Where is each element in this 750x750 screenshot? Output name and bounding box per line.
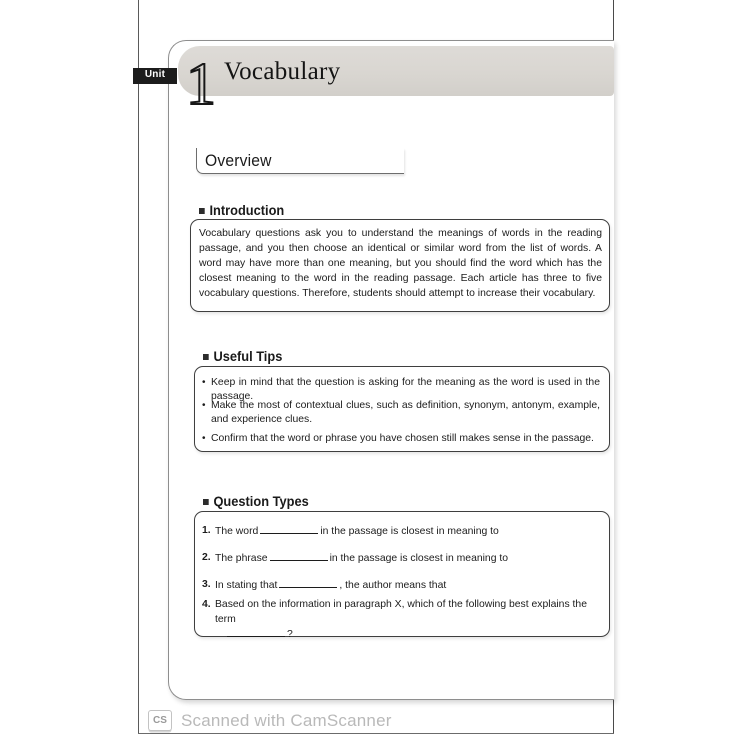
scanned-page-bottom-edge <box>138 733 614 734</box>
section-heading-useful-tips-label: Useful Tips <box>213 349 283 364</box>
question-text-before: In stating that <box>215 580 278 591</box>
section-heading-introduction-label: Introduction <box>209 203 285 218</box>
question-text-after: in the passage is closest in meaning to <box>320 526 499 537</box>
camscanner-watermark-text: Scanned with CamScanner <box>181 710 392 730</box>
question-number: 3. <box>202 579 211 590</box>
list-item: • Confirm that the word or phrase you have chosen still makes sense in the passage. <box>202 432 600 446</box>
square-bullet-icon <box>199 208 205 214</box>
list-item <box>202 524 600 540</box>
overview-label: Overview <box>205 151 272 170</box>
question-number: 1. <box>202 525 211 536</box>
list-item <box>202 598 600 643</box>
section-heading-question-types <box>203 494 309 509</box>
square-bullet-icon <box>203 499 209 505</box>
section-heading-question-types-label: Question Types <box>213 494 309 509</box>
list-item: • Keep in mind that the question is asking for the meaning as the word is used in the passage. <box>202 376 600 405</box>
page-title: Vocabulary <box>224 58 341 85</box>
question-text-before: The phrase <box>215 553 268 564</box>
question-number: 2. <box>202 552 211 563</box>
question-text-after: in the passage is closest in meaning to <box>329 553 509 564</box>
question-number: 4. <box>202 599 211 610</box>
introduction-body-text: Vocabulary questions ask you to understand the meanings of words in the reading passage, and you then choose an identical or similar word from the list of words. A word may have more than one meaning, but you should find the word which has the closest meaning to the word in the reading passage. Each article has three to five vocabulary questions. Therefore, students should attempt to increase their vocabulary. <box>199 228 602 300</box>
square-bullet-icon <box>203 354 209 360</box>
question-text-after: ? <box>287 629 293 641</box>
camscanner-watermark <box>148 710 392 731</box>
list-item <box>202 578 600 594</box>
section-heading-useful-tips <box>203 349 282 364</box>
question-text-before: Based on the information in paragraph X, which of the following best explains the term <box>215 599 587 625</box>
unit-tab-label: Unit <box>133 68 177 84</box>
section-heading-introduction <box>199 203 284 218</box>
list-item <box>202 551 600 567</box>
unit-number: 1 <box>186 51 216 117</box>
question-text-before: The word <box>215 526 259 537</box>
answer-blank <box>270 551 328 561</box>
list-item: • Make the most of contextual clues, such as definition, synonym, antonym, example, and experience clues. <box>202 399 600 428</box>
answer-blank <box>279 578 337 588</box>
answer-blank <box>227 627 285 637</box>
question-text-after: , the author means that <box>339 580 447 591</box>
camscanner-logo-icon: CS <box>148 710 172 731</box>
answer-blank <box>260 524 318 534</box>
